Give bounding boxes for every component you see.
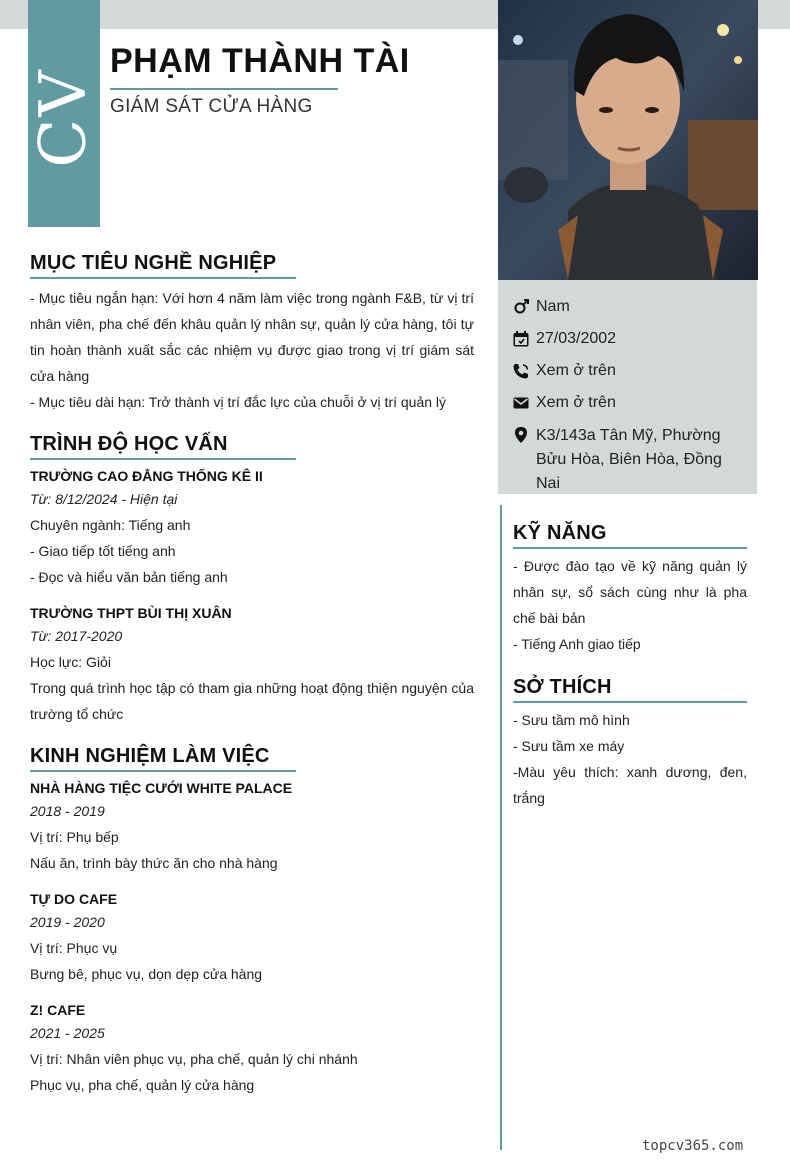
objective-title: MỤC TIÊU NGHỀ NGHIỆP: [30, 252, 296, 279]
contact-panel: [498, 280, 757, 494]
objective-long-term: - Mục tiêu dài hạn: Trở thành vị trí đắc lực của chuỗi ở vị trí quản lý: [30, 394, 447, 410]
name-underline: [110, 88, 338, 90]
hobby-line: - Sưu tầm xe máy: [513, 738, 625, 754]
experience-item: [30, 1000, 474, 1098]
cv-logo-block: [28, 0, 100, 227]
phone-row: [512, 360, 745, 382]
address-row: [512, 424, 745, 496]
brand-watermark: topcv365.com: [642, 1138, 744, 1154]
education-line: - Giao tiếp tốt tiếng anh: [30, 543, 176, 559]
experience-line: Nấu ăn, trình bày thức ăn cho nhà hàng: [30, 855, 278, 871]
gender-icon: [512, 296, 536, 318]
birthday-row: [512, 328, 745, 350]
experience-item: [30, 889, 474, 987]
phone-value: Xem ở trên: [536, 362, 616, 379]
hobby-line: - Sưu tầm mô hình: [513, 712, 630, 728]
experience-date: 2019 - 2020: [30, 914, 105, 930]
address-value: [536, 424, 745, 496]
candidate-name: PHẠM THÀNH TÀI: [110, 42, 410, 80]
education-date: Từ: 8/12/2024 - Hiện tại: [30, 491, 178, 507]
hobbies-section: [513, 676, 747, 811]
education-line: Trong quá trình học tập có tham gia những hoạt động thiện nguyện của trường tổ chức: [30, 680, 474, 722]
skills-title: KỸ NĂNG: [513, 522, 747, 549]
company-name: NHÀ HÀNG TIỆC CƯỚI WHITE PALACE: [30, 780, 293, 796]
school-name: TRƯỜNG THPT BÙI THỊ XUÂN: [30, 605, 232, 621]
education-item: [30, 466, 474, 590]
column-divider: [500, 505, 502, 1150]
education-date: Từ: 2017-2020: [30, 628, 123, 644]
job-title: GIÁM SÁT CỬA HÀNG: [110, 96, 313, 117]
profile-photo: [498, 0, 758, 280]
experience-date: 2018 - 2019: [30, 803, 105, 819]
school-name: TRƯỜNG CAO ĐẲNG THỐNG KÊ II: [30, 468, 263, 484]
experience-line: Vị trí: Nhân viên phục vụ, pha chế, quản lý chi nhánh: [30, 1051, 358, 1067]
education-item: [30, 603, 474, 727]
education-line: - Đọc và hiểu văn bản tiếng anh: [30, 569, 228, 585]
skills-section: [513, 522, 747, 657]
education-section: [30, 433, 474, 727]
experience-line: Phục vụ, pha chế, quản lý cửa hàng: [30, 1077, 255, 1093]
objective-short-term: - Mục tiêu ngắn hạn: Với hơn 4 năm làm việc trong ngành F&B, từ vị trí nhân viên, pha chế đến khâu quản lý nhân sự, quản lý cửa hàng, tôi tự tin hoàn thành xuất sắc các nhiệm vụ được giao trong vị trí giám sát cửa hàng: [30, 290, 474, 384]
hobbies-title: SỞ THÍCH: [513, 676, 747, 703]
skills-line: - Tiếng Anh giao tiếp: [513, 636, 641, 652]
birthday-value: 27/03/2002: [536, 330, 617, 347]
experience-line: Vị trí: Phụ bếp: [30, 829, 119, 845]
phone-icon: [512, 360, 536, 382]
left-column: [30, 252, 474, 1098]
gender-value: Nam: [536, 298, 570, 315]
right-column: [513, 522, 747, 811]
objective-section: [30, 252, 474, 415]
location-pin-icon: [512, 424, 536, 446]
gender-row: [512, 296, 745, 318]
experience-title: KINH NGHIỆM LÀM VIỆC: [30, 745, 296, 772]
email-icon: [512, 392, 536, 414]
cv-logo: CV: [27, 67, 101, 168]
company-name: TỰ DO CAFE: [30, 891, 118, 907]
company-name: Z! CAFE: [30, 1002, 86, 1018]
address-line-2: Bửu Hòa, Biên Hòa, Đồng Nai: [536, 451, 722, 492]
experience-line: Vị trí: Phục vụ: [30, 940, 118, 956]
experience-line: Bưng bê, phục vụ, dọn dẹp cửa hàng: [30, 966, 263, 982]
skills-line: - Được đào tạo về kỹ năng quản lý nhân sự, sổ sách cùng như là pha chế bài bản: [513, 558, 747, 626]
experience-section: [30, 745, 474, 1098]
education-line: Học lực: Giỏi: [30, 654, 111, 670]
calendar-icon: [512, 328, 536, 350]
education-title: TRÌNH ĐỘ HỌC VẤN: [30, 433, 296, 460]
email-row: [512, 392, 745, 414]
experience-item: [30, 778, 474, 876]
hobby-line: -Màu yêu thích: xanh dương, đen, trắng: [513, 764, 747, 806]
education-line: Chuyên ngành: Tiếng anh: [30, 517, 191, 533]
email-value: Xem ở trên: [536, 394, 616, 411]
address-line-1: K3/143a Tân Mỹ, Phường: [536, 427, 721, 444]
experience-date: 2021 - 2025: [30, 1025, 105, 1041]
